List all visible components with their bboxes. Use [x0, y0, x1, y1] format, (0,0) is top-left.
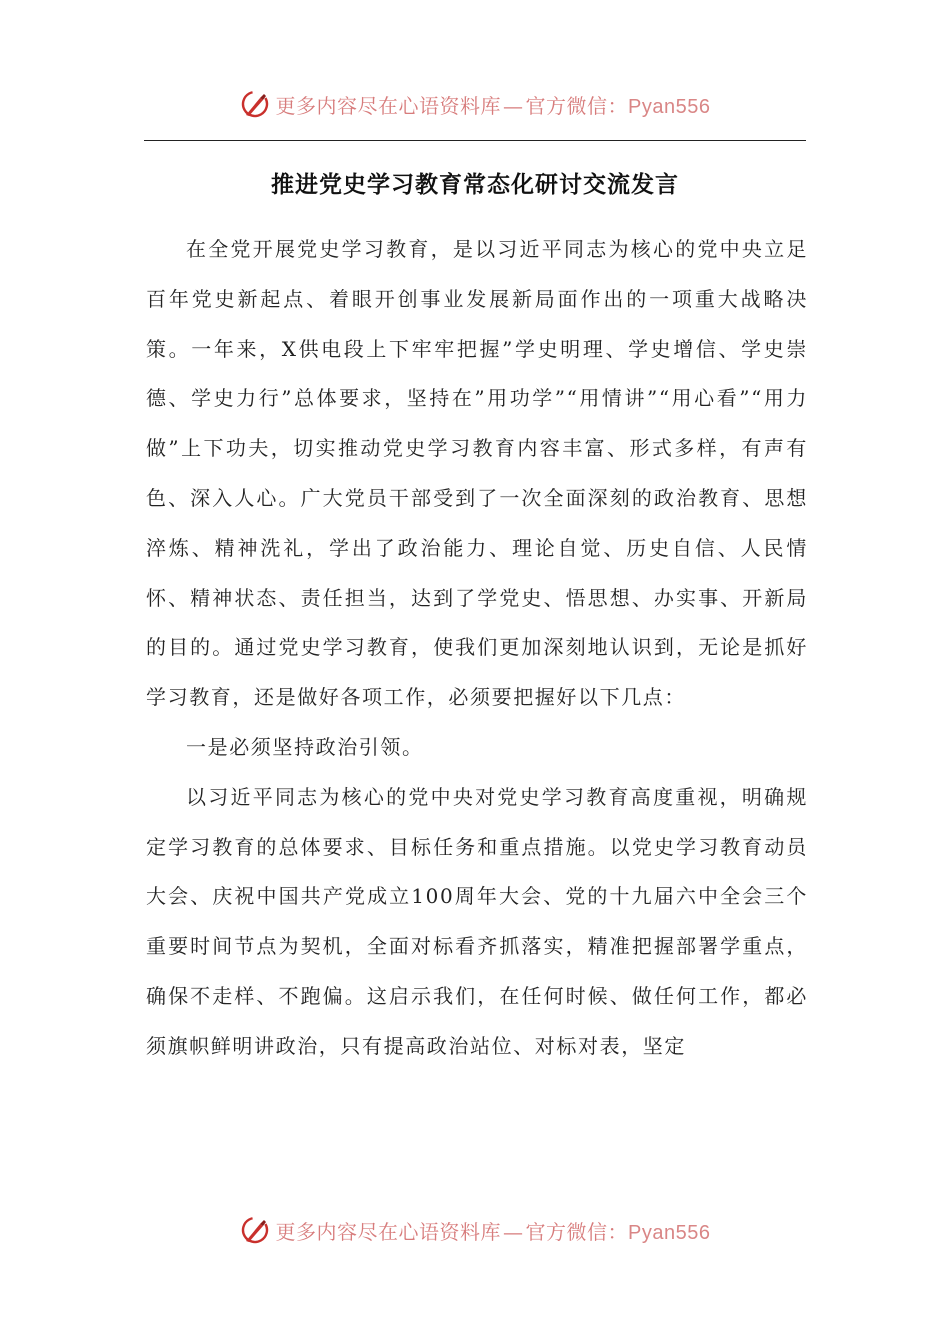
header-divider [144, 140, 806, 141]
paragraph-intro: 在全党开展党史学习教育，是以习近平同志为核心的党中央立足百年党史新起点、着眼开创事业发展新局面作出的一项重大战略决策。一年来，X供电段上下牢牢把握”学史明理、学史增信、学史崇德、学史力行”总体要求，坚持在”用功学”“用情讲”“用心看”“用力做”上下功夫，切实推动党史学习教育内容丰富、形式多样，有声有色、深入人心。广大党员干部受到了一次全面深刻的政治教育、思想淬炼、精神洗礼，学出了政治能力、理论自觉、历史自信、人民情怀、精神状态、责任担当，达到了学党史、悟思想、办实事、开新局的目的。通过党史学习教育，使我们更加深刻地认识到，无论是抓好学习教育，还是做好各项工作，必须要把握好以下几点： [146, 237, 808, 710]
banner-library-text: 更多内容尽在心语资料库 [275, 1219, 502, 1244]
banner-text [276, 90, 711, 119]
document-title: 推进党史学习教育常态化研讨交流发言 [271, 171, 679, 198]
banner-wechat-label: 官方微信： [525, 93, 629, 118]
banner-wechat-label: 官方微信： [525, 1219, 629, 1244]
banner-text [276, 1216, 711, 1245]
banner-wechat-id: Pyan556 [628, 95, 711, 118]
paragraph-detail: 以习近平同志为核心的党中央对党史学习教育高度重视，明确规定学习教育的总体要求、目标任务和重点措施。以党史学习教育动员大会、庆祝中国共产党成立100周年大会、党的十九届六中全会三个重要时间节点为契机，全面对标看齐抓落实，精准把握部署学重点，确保不走样、不跑偏。这启示我们，在任何时候、做任何工作，都必须旗帜鲜明讲政治，只有提高政治站位、对标对表，坚定 [146, 784, 808, 1058]
paragraph-heading-one: 一是必须坚持政治引领。 [186, 734, 424, 759]
pen-circle-logo-icon [240, 1215, 270, 1245]
header-banner [0, 84, 950, 124]
banner-dash: — [503, 93, 524, 118]
banner-wechat-id: Pyan556 [628, 1221, 711, 1244]
footer-banner [0, 1210, 950, 1250]
banner-library-text: 更多内容尽在心语资料库 [275, 93, 502, 118]
document-body [146, 225, 808, 1072]
pen-circle-logo-icon [240, 89, 270, 119]
banner-dash: — [503, 1219, 524, 1244]
